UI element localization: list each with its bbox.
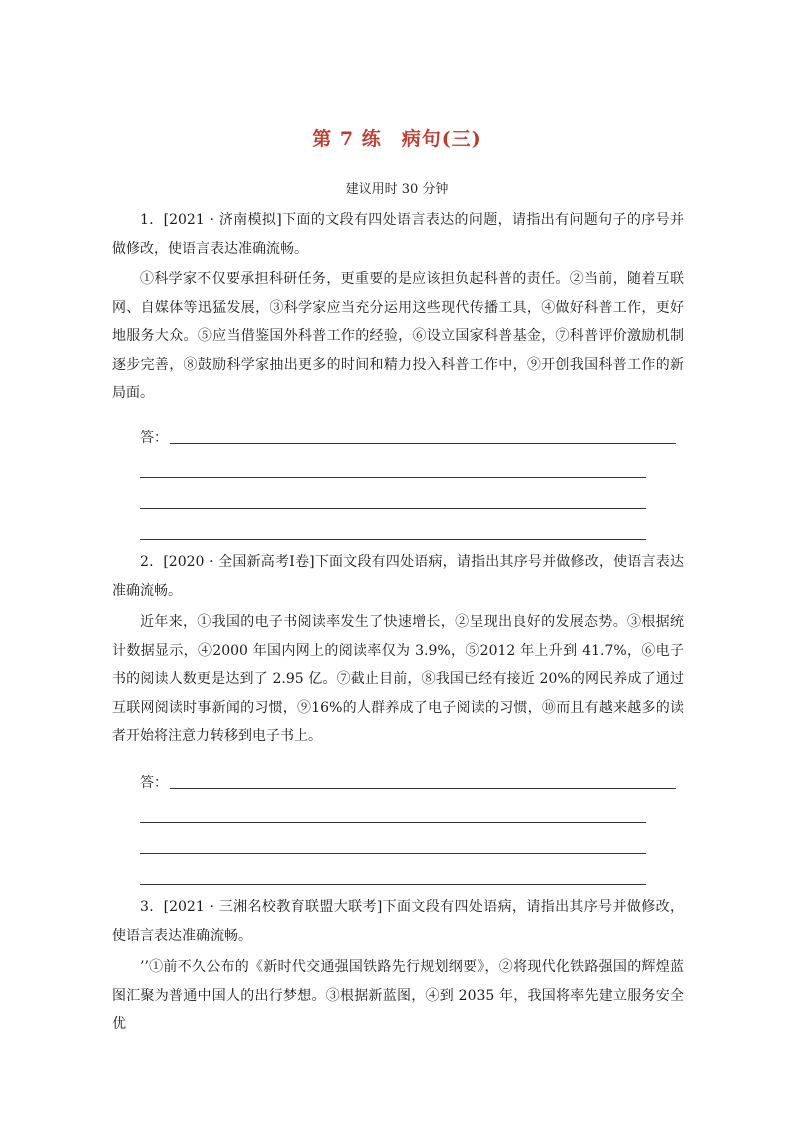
answer-line [170,442,676,444]
question-2 [112,548,684,751]
page-title: 第 7 练 病句(三) [312,128,482,150]
answer-line [140,508,646,509]
answer-row [140,425,680,447]
time-suggestion: 建议用时 30 分钟 [345,182,449,197]
question-3 [112,893,684,1039]
answer-line [170,787,676,789]
question-1 [112,206,684,408]
answer-area-1[interactable] [140,425,680,540]
question-2-passage: 近年来，①我国的电子书阅读率发生了快速增长，②呈现出良好的发展态势。③根据统计数据显示，④2000 年国内网上的阅读率仅为 3.9%，⑤2012 年上升到 41.7%，⑥电子书的阅读人数更是达到了 2.95 亿。⑦截止目前，⑧我国已经有接近 20%的网民养成了通过互联网阅读时事新闻的习惯，⑨16%的人群养成了电子阅读的习惯，⑩而且有越来越多的读者开始将注意力转移到电子书上。 [112,614,684,744]
answer-row [140,770,680,792]
answer-label: 答： [140,430,168,446]
answer-line [140,884,646,885]
question-1-passage: ①科学家不仅要承担科研任务，更重要的是应该担负起科普的责任。②当前，随着互联网、自媒体等迅猛发展，③科学家应当充分运用这些现代传播工具，④做好科普工作，更好地服务大众。⑤应当借鉴国外科普工作的经验，⑥设立国家科普基金，⑦科普评价激励机制逐步完善，⑧鼓励科学家抽出更多的时间和精力投入科普工作中，⑨开创我国科普工作的新局面。 [112,271,684,401]
answer-label: 答： [140,775,168,791]
answer-area-2[interactable] [140,770,680,885]
answer-line [140,822,646,823]
answer-line [140,539,646,540]
answer-line [140,477,646,478]
question-3-stem: 3．[2021 · 三湘名校教育联盟大联考]下面文段有四处语病，请指出其序号并做修改，使语言表达准确流畅。 [112,899,684,944]
question-1-stem: 1．[2021 · 济南模拟]下面的文段有四处语言表达的问题，请指出有问题句子的序号并做修改，使语言表达准确流畅。 [112,212,684,257]
answer-line [140,853,646,854]
question-2-stem: 2．[2020 · 全国新高考Ⅰ卷]下面文段有四处语病，请指出其序号并做修改，使语言表达准确流畅。 [112,554,684,599]
question-3-passage: ’’①前不久公布的《新时代交通强国铁路先行规划纲要》，②将现代化铁路强国的辉煌蓝图汇聚为普通中国人的出行梦想。③根据新蓝图，④到 2035 年，我国将率先建立服务安全优 [112,959,684,1032]
